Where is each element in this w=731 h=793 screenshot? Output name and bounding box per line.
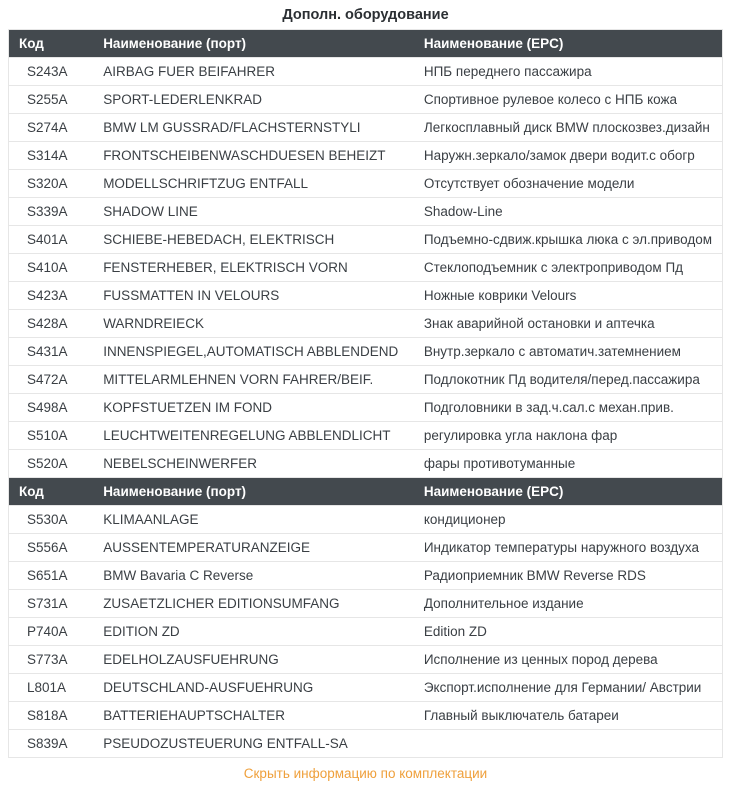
code-cell: L801A xyxy=(9,674,94,702)
name-epc-cell: Легкосплавный диск BMW плоскозвез.дизайн xyxy=(414,114,723,142)
column-header: Наименование (EPC) xyxy=(414,30,723,58)
table-row xyxy=(9,338,723,366)
name-epc-cell: Исполнение из ценных пород дерева xyxy=(414,646,723,674)
table-row xyxy=(9,254,723,282)
name-epc-cell: фары противотуманные xyxy=(414,450,723,478)
name-epc-cell: Shadow-Line xyxy=(414,198,723,226)
table-row xyxy=(9,366,723,394)
name-epc-cell: Стеклоподъемник с электроприводом Пд xyxy=(414,254,723,282)
code-cell: S510A xyxy=(9,422,94,450)
table-row xyxy=(9,226,723,254)
table-row xyxy=(9,142,723,170)
code-cell: S401A xyxy=(9,226,94,254)
table-header-row xyxy=(9,30,723,58)
column-header: Наименование (порт) xyxy=(93,30,414,58)
name-port-cell: BMW LM GUSSRAD/FLACHSTERNSTYLI xyxy=(93,114,414,142)
table-row xyxy=(9,562,723,590)
name-port-cell: KLIMAANLAGE xyxy=(93,506,414,534)
name-port-cell: AUSSENTEMPERATURANZEIGE xyxy=(93,534,414,562)
table-row xyxy=(9,590,723,618)
name-port-cell: LEUCHTWEITENREGELUNG ABBLENDLICHT xyxy=(93,422,414,450)
column-header: Код xyxy=(9,30,94,58)
name-port-cell: DEUTSCHLAND-AUSFUEHRUNG xyxy=(93,674,414,702)
name-epc-cell: Подъемно-сдвиж.крышка люка с эл.приводом xyxy=(414,226,723,254)
name-port-cell: BMW Bavaria C Reverse xyxy=(93,562,414,590)
name-epc-cell: Внутр.зеркало с автоматич.затемнением xyxy=(414,338,723,366)
name-epc-cell: Ножные коврики Velours xyxy=(414,282,723,310)
table-row xyxy=(9,394,723,422)
code-cell: S423A xyxy=(9,282,94,310)
name-port-cell: SHADOW LINE xyxy=(93,198,414,226)
table-row xyxy=(9,422,723,450)
code-cell: S431A xyxy=(9,338,94,366)
table-row xyxy=(9,618,723,646)
name-port-cell: MITTELARMLEHNEN VORN FAHRER/BEIF. xyxy=(93,366,414,394)
table-row xyxy=(9,646,723,674)
footer-link-container xyxy=(0,758,731,793)
name-port-cell: WARNDREIECK xyxy=(93,310,414,338)
code-cell: S428A xyxy=(9,310,94,338)
code-cell: S320A xyxy=(9,170,94,198)
table-row xyxy=(9,86,723,114)
table-row xyxy=(9,534,723,562)
name-port-cell: BATTERIEHAUPTSCHALTER xyxy=(93,702,414,730)
name-epc-cell: Наружн.зеркало/замок двери водит.с обогр xyxy=(414,142,723,170)
name-port-cell: SPORT-LEDERLENKRAD xyxy=(93,86,414,114)
column-header: Код xyxy=(9,478,94,506)
code-cell: S839A xyxy=(9,730,94,758)
code-cell: S731A xyxy=(9,590,94,618)
table-row xyxy=(9,198,723,226)
name-epc-cell: Главный выключатель батареи xyxy=(414,702,723,730)
name-epc-cell: Знак аварийной остановки и аптечка xyxy=(414,310,723,338)
table-header-row xyxy=(9,478,723,506)
name-epc-cell: Подлокотник Пд водителя/перед.пассажира xyxy=(414,366,723,394)
code-cell: S314A xyxy=(9,142,94,170)
code-cell: S274A xyxy=(9,114,94,142)
column-header: Наименование (порт) xyxy=(93,478,414,506)
name-port-cell: ZUSAETZLICHER EDITIONSUMFANG xyxy=(93,590,414,618)
name-epc-cell: Спортивное рулевое колесо с НПБ кожа xyxy=(414,86,723,114)
code-cell: S410A xyxy=(9,254,94,282)
name-epc-cell: НПБ переднего пассажира xyxy=(414,58,723,86)
code-cell: S498A xyxy=(9,394,94,422)
table-row xyxy=(9,310,723,338)
code-cell: S530A xyxy=(9,506,94,534)
code-cell: S255A xyxy=(9,86,94,114)
table-row xyxy=(9,506,723,534)
name-epc-cell xyxy=(414,730,723,758)
name-port-cell: FUSSMATTEN IN VELOURS xyxy=(93,282,414,310)
table-row xyxy=(9,282,723,310)
column-header: Наименование (EPC) xyxy=(414,478,723,506)
table-row xyxy=(9,170,723,198)
name-port-cell: KOPFSTUETZEN IM FOND xyxy=(93,394,414,422)
name-port-cell: PSEUDOZUSTEUERUNG ENTFALL-SA xyxy=(93,730,414,758)
code-cell: S243A xyxy=(9,58,94,86)
hide-configuration-info-link[interactable]: Скрыть информацию по комплектации xyxy=(243,766,488,781)
name-port-cell: FRONTSCHEIBENWASCHDUESEN BEHEIZT xyxy=(93,142,414,170)
name-epc-cell: Радиоприемник BMW Reverse RDS xyxy=(414,562,723,590)
table-row xyxy=(9,450,723,478)
name-epc-cell: Экспорт.исполнение для Германии/ Австрии xyxy=(414,674,723,702)
name-port-cell: AIRBAG FUER BEIFAHRER xyxy=(93,58,414,86)
name-port-cell: NEBELSCHEINWERFER xyxy=(93,450,414,478)
name-epc-cell: Индикатор температуры наружного воздуха xyxy=(414,534,723,562)
name-epc-cell: Дополнительное издание xyxy=(414,590,723,618)
name-port-cell: EDITION ZD xyxy=(93,618,414,646)
code-cell: S818A xyxy=(9,702,94,730)
table-row xyxy=(9,674,723,702)
code-cell: P740A xyxy=(9,618,94,646)
code-cell: S651A xyxy=(9,562,94,590)
name-epc-cell: кондиционер xyxy=(414,506,723,534)
code-cell: S773A xyxy=(9,646,94,674)
name-port-cell: EDELHOLZAUSFUEHRUNG xyxy=(93,646,414,674)
name-port-cell: SCHIEBE-HEBEDACH, ELEKTRISCH xyxy=(93,226,414,254)
name-port-cell: INNENSPIEGEL,AUTOMATISCH ABBLENDEND xyxy=(93,338,414,366)
code-cell: S339A xyxy=(9,198,94,226)
name-epc-cell: Edition ZD xyxy=(414,618,723,646)
name-epc-cell: регулировка угла наклона фар xyxy=(414,422,723,450)
table-row xyxy=(9,58,723,86)
name-epc-cell: Отсутствует обозначение модели xyxy=(414,170,723,198)
name-port-cell: MODELLSCHRIFTZUG ENTFALL xyxy=(93,170,414,198)
code-cell: S520A xyxy=(9,450,94,478)
name-port-cell: FENSTERHEBER, ELEKTRISCH VORN xyxy=(93,254,414,282)
equipment-table xyxy=(8,29,723,758)
code-cell: S472A xyxy=(9,366,94,394)
table-row xyxy=(9,730,723,758)
table-row xyxy=(9,702,723,730)
page-title: Дополн. оборудование xyxy=(282,7,449,23)
table-row xyxy=(9,114,723,142)
code-cell: S556A xyxy=(9,534,94,562)
name-epc-cell: Подголовники в зад.ч.сал.с механ.прив. xyxy=(414,394,723,422)
